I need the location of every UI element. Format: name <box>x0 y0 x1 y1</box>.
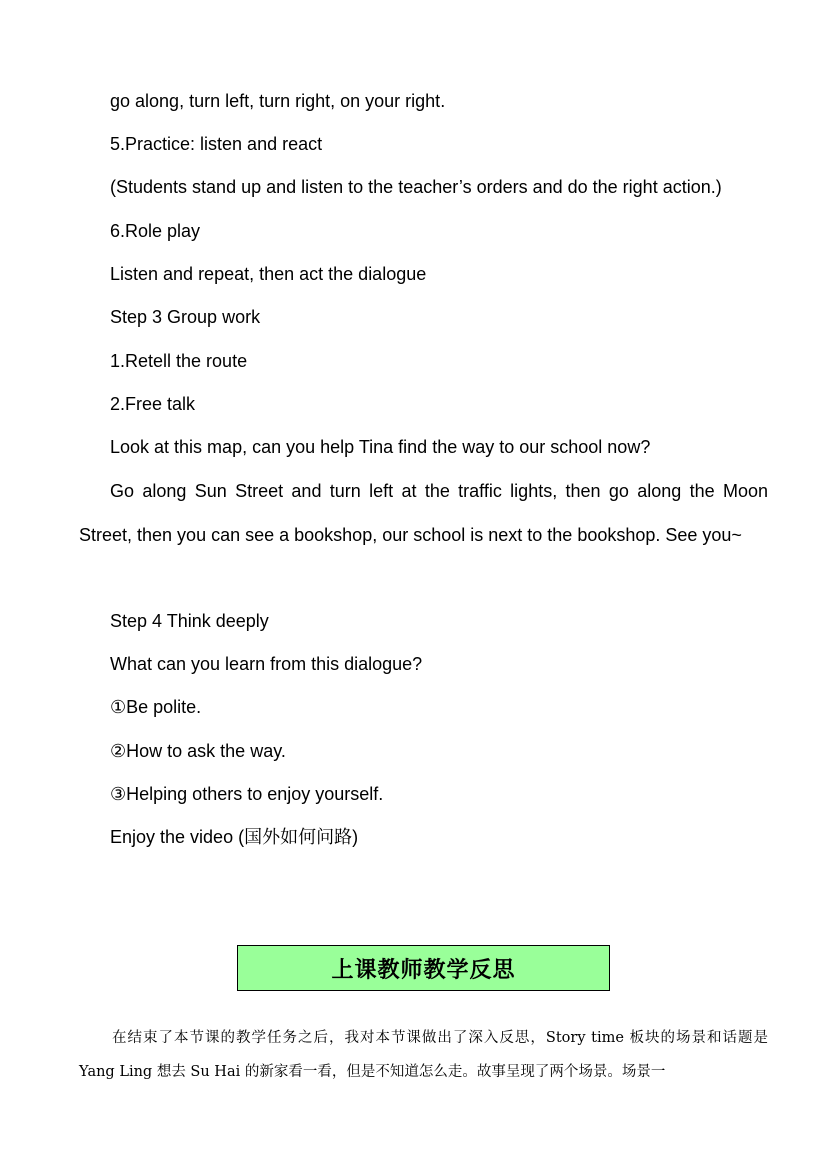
text-line: Look at this map, can you help Tina find the way to our school now? <box>110 437 651 457</box>
text-line: 2.Free talk <box>110 394 196 414</box>
text-line: 6.Role play <box>110 221 201 241</box>
text-line: 1.Retell the route <box>110 351 248 371</box>
reflection-heading-box <box>237 945 610 991</box>
list-item: ②How to ask the way. <box>110 741 286 761</box>
reflection-paragraph: 在结束了本节课的教学任务之后，我对本节课做出了深入反思，Story time 板块的场景和话题是 Yang Ling 想去 Su Hai 的新家看一看，但是不知道怎么走。故事呈现了两个场景。场景一 <box>79 1030 768 1080</box>
list-item: ①Be polite. <box>110 697 202 717</box>
text-line: go along, turn left, turn right, on your right. <box>110 91 446 111</box>
text-line: What can you learn from this dialogue? <box>110 654 423 674</box>
text-line: (Students stand up and listen to the teacher’s orders and do the right action.) <box>110 177 722 197</box>
text-line: Enjoy the video (国外如何问路) <box>110 827 359 847</box>
reflection-heading: 上课教师教学反思 <box>331 957 516 983</box>
section-heading-step4: Step 4 Think deeply <box>110 611 269 631</box>
section-heading-step3: Step 3 Group work <box>110 307 261 327</box>
text-line: 5.Practice: listen and react <box>110 134 323 154</box>
text-line: Listen and repeat, then act the dialogue <box>110 264 427 284</box>
list-item: ③Helping others to enjoy yourself. <box>110 784 384 804</box>
route-paragraph: Go along Sun Street and turn left at the traffic lights, then go along the Moon Street, then you can see a bookshop, our school is next to the bookshop. See you~ <box>79 481 768 545</box>
